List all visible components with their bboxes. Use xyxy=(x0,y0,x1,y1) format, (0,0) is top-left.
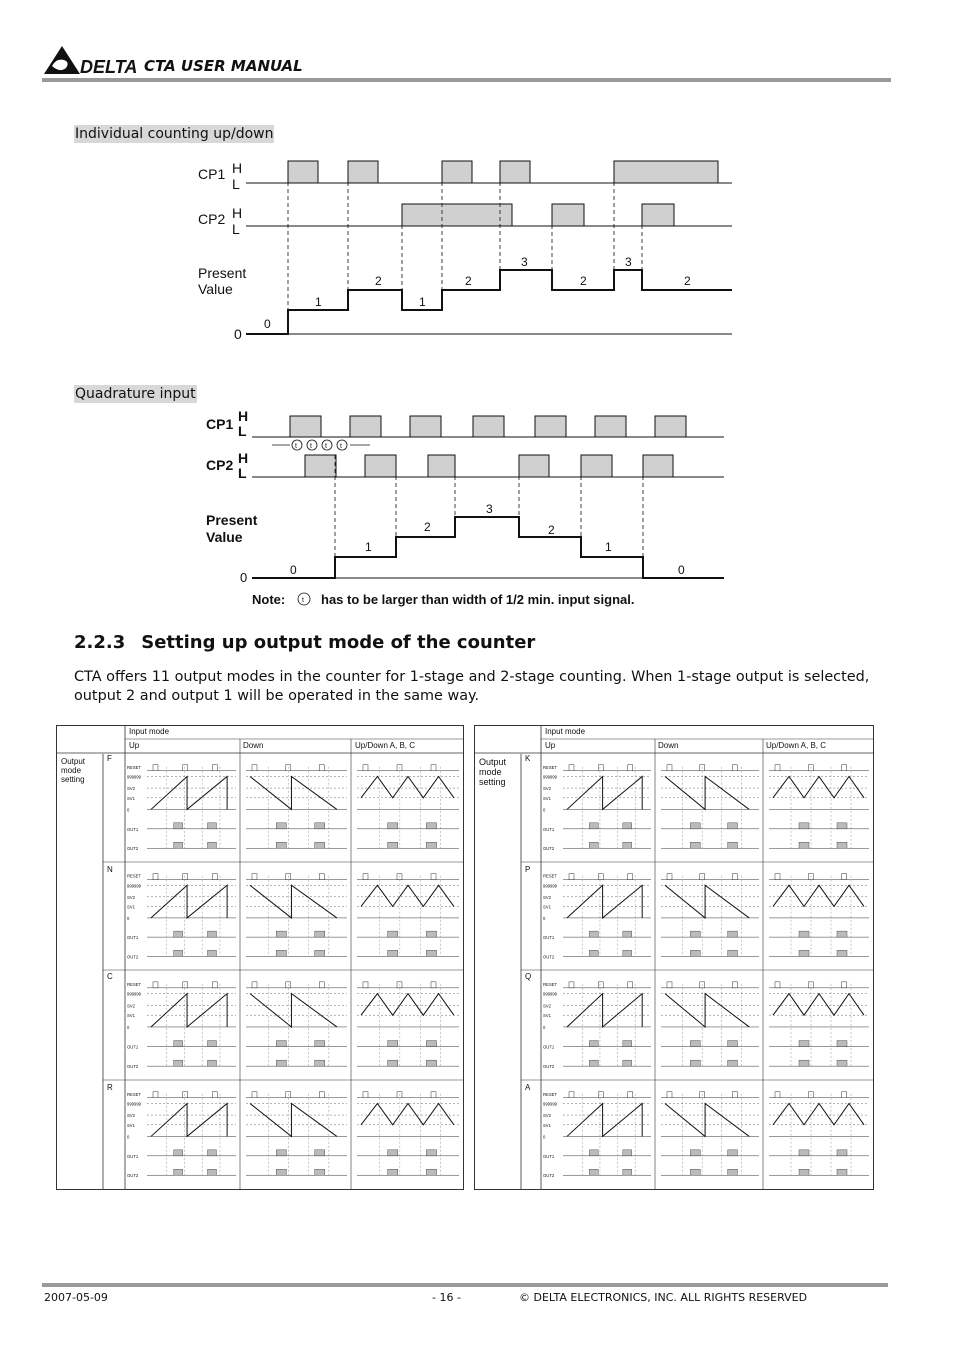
svg-text:L: L xyxy=(232,221,240,237)
individual-counting-diagram xyxy=(190,150,750,350)
mini-axis-label: OUT2 xyxy=(543,1064,555,1070)
svg-text:2: 2 xyxy=(548,523,555,537)
mini-axis-label: 999999 xyxy=(127,883,141,889)
header-rule xyxy=(42,78,891,82)
svg-text:Value: Value xyxy=(198,281,233,297)
svg-text:t: t xyxy=(310,443,312,450)
mini-timing-diagram xyxy=(246,982,347,1066)
mini-axis-label: OUT1 xyxy=(127,1044,139,1050)
svg-text:has to be larger than width of: has to be larger than width of 1/2 min. input signal. xyxy=(321,592,635,607)
mini-axis-label: RESET xyxy=(127,1091,141,1097)
mini-axis-label: SV2 xyxy=(127,1113,135,1119)
svg-text:2: 2 xyxy=(375,274,382,288)
section-body: CTA offers 11 output modes in the counter for 1-stage and 2-stage counting. When 1-stage output is selected, output 2 and output 1 will be operated in the same way. xyxy=(74,669,870,704)
svg-text:L: L xyxy=(238,465,247,481)
mini-axis-label: 0 xyxy=(127,807,130,813)
svg-text:t: t xyxy=(295,443,297,450)
svg-text:t: t xyxy=(302,597,304,604)
mode-q: Q xyxy=(525,972,532,981)
footer-page-number: - 16 - xyxy=(432,1291,461,1304)
mini-axis-label: SV2 xyxy=(543,786,551,792)
mini-timing-diagram xyxy=(246,765,347,848)
mode-a: A xyxy=(525,1083,531,1092)
mode-f: F xyxy=(107,754,112,763)
svg-text:L: L xyxy=(238,423,247,439)
svg-text:1: 1 xyxy=(365,540,372,554)
svg-text:2: 2 xyxy=(580,274,587,288)
svg-text:Note:: Note: xyxy=(252,592,286,607)
svg-text:1: 1 xyxy=(315,295,322,309)
mini-timing-diagram xyxy=(357,982,459,1066)
svg-text:1: 1 xyxy=(605,540,612,554)
mini-axis-label: OUT1 xyxy=(543,1153,555,1159)
footer-copyright: © DELTA ELECTRONICS, INC. ALL RIGHTS RESERVED xyxy=(519,1291,808,1304)
svg-text:2: 2 xyxy=(465,274,472,288)
svg-text:0: 0 xyxy=(234,326,242,342)
mini-axis-label: SV2 xyxy=(543,1113,551,1119)
svg-text:0: 0 xyxy=(678,563,685,577)
svg-text:0: 0 xyxy=(264,317,271,331)
svg-text:2: 2 xyxy=(684,274,691,288)
mini-axis-label: OUT1 xyxy=(127,826,139,832)
svg-text:Present: Present xyxy=(198,265,247,281)
mini-axis-label: SV1 xyxy=(543,1013,551,1019)
delta-logo xyxy=(42,44,147,76)
table-right-row-header: Output mode setting xyxy=(479,757,507,787)
svg-text:CP1: CP1 xyxy=(206,416,234,432)
svg-text:H: H xyxy=(238,450,249,466)
mini-timing-diagram xyxy=(127,1092,236,1178)
mini-axis-label: OUT1 xyxy=(127,1153,139,1159)
mini-timing-diagram xyxy=(246,1092,347,1175)
svg-text:CP2: CP2 xyxy=(206,457,234,473)
mini-axis-label: 0 xyxy=(127,1134,130,1140)
mode-k: K xyxy=(525,754,531,763)
mini-axis-label: RESET xyxy=(543,981,557,987)
svg-text:3: 3 xyxy=(625,255,632,269)
mini-axis-label: 999999 xyxy=(127,774,141,780)
mini-timing-diagram xyxy=(543,874,651,960)
svg-text:1: 1 xyxy=(419,295,426,309)
svg-text:H: H xyxy=(232,160,243,176)
mini-axis-label: RESET xyxy=(543,764,557,770)
mini-axis-label: SV1 xyxy=(127,1122,135,1128)
output-mode-table-left xyxy=(56,725,464,1190)
mini-timing-diagram xyxy=(357,1092,459,1175)
mini-timing-diagram xyxy=(769,765,869,848)
mini-axis-label: OUT1 xyxy=(543,935,555,941)
table-right-input-mode: Input mode xyxy=(545,727,586,736)
brand-text: DELTA xyxy=(80,57,138,76)
mini-timing-diagram xyxy=(543,765,651,851)
footer-rule xyxy=(42,1283,888,1287)
svg-text:0: 0 xyxy=(240,570,248,585)
svg-text:CP1: CP1 xyxy=(198,166,226,182)
mini-timing-diagram xyxy=(769,982,869,1066)
mini-axis-label: SV1 xyxy=(543,795,551,801)
mini-axis-label: OUT2 xyxy=(127,954,139,960)
header-title: CTA USER MANUAL xyxy=(144,57,303,75)
mini-axis-label: 0 xyxy=(127,1024,130,1030)
table-left-col-up: Up xyxy=(129,741,140,750)
mini-axis-label: RESET xyxy=(127,764,141,770)
mini-axis-label: RESET xyxy=(127,981,141,987)
mini-axis-label: OUT1 xyxy=(543,826,555,832)
mini-timing-diagram xyxy=(246,874,347,957)
mini-axis-label: 0 xyxy=(543,915,546,921)
mini-axis-label: SV1 xyxy=(127,795,135,801)
svg-text:2: 2 xyxy=(424,520,431,534)
svg-text:Present: Present xyxy=(206,512,258,528)
quadrature-input-label: Quadrature input xyxy=(75,386,196,402)
svg-text:L: L xyxy=(232,176,240,192)
mode-p: P xyxy=(525,865,531,874)
mini-axis-label: RESET xyxy=(543,873,557,879)
footer-date: 2007-05-09 xyxy=(44,1291,108,1304)
svg-text:0: 0 xyxy=(290,563,297,577)
table-left-row-header: Output mode setting xyxy=(61,757,86,784)
mini-axis-label: SV2 xyxy=(127,786,135,792)
mini-axis-label: 999999 xyxy=(127,991,141,997)
mini-axis-label: OUT2 xyxy=(127,1173,139,1179)
section-title: Setting up output mode of the counter xyxy=(141,632,536,653)
mini-axis-label: RESET xyxy=(543,1091,557,1097)
mini-timing-diagram xyxy=(661,874,759,957)
mini-axis-label: 999999 xyxy=(543,774,557,780)
mode-c: C xyxy=(107,972,113,981)
mini-timing-diagram xyxy=(127,982,236,1069)
mini-axis-label: SV1 xyxy=(127,904,135,910)
mini-timing-diagram xyxy=(661,765,759,848)
mini-timing-diagram xyxy=(127,874,236,960)
mini-axis-label: 999999 xyxy=(543,883,557,889)
mini-axis-label: OUT2 xyxy=(543,846,555,852)
mode-r: R xyxy=(107,1083,113,1092)
mini-axis-label: OUT2 xyxy=(543,1173,555,1179)
mini-timing-diagram xyxy=(357,765,459,848)
mini-axis-label: SV2 xyxy=(127,1003,135,1009)
svg-text:H: H xyxy=(238,408,249,424)
individual-counting-label: Individual counting up/down xyxy=(75,126,274,142)
mode-n: N xyxy=(107,865,113,874)
mini-timing-diagram xyxy=(661,1092,759,1175)
mini-timing-diagram xyxy=(357,874,459,957)
svg-text:3: 3 xyxy=(486,502,493,516)
mini-axis-label: 999999 xyxy=(127,1101,141,1107)
mini-axis-label: SV2 xyxy=(543,894,551,900)
table-left-input-mode: Input mode xyxy=(129,727,170,736)
mini-axis-label: SV2 xyxy=(543,1003,551,1009)
svg-text:Value: Value xyxy=(206,529,243,545)
mini-timing-diagram xyxy=(769,874,869,957)
table-left-col-updown: Up/Down A, B, C xyxy=(355,741,416,750)
mini-axis-label: 0 xyxy=(543,807,546,813)
mini-timing-diagram xyxy=(661,982,759,1066)
mini-axis-label: 999999 xyxy=(543,991,557,997)
mini-axis-label: OUT1 xyxy=(543,1044,555,1050)
mini-axis-label: OUT2 xyxy=(543,954,555,960)
section-number: 2.2.3 xyxy=(74,632,126,653)
output-mode-table-right xyxy=(474,725,874,1190)
mini-axis-label: SV1 xyxy=(127,1013,135,1019)
table-left-col-down: Down xyxy=(243,741,264,750)
mini-axis-label: SV1 xyxy=(543,904,551,910)
mini-axis-label: 999999 xyxy=(543,1101,557,1107)
mini-timing-diagram xyxy=(543,1092,651,1178)
svg-text:t: t xyxy=(325,443,327,450)
svg-text:t: t xyxy=(340,443,342,450)
mini-axis-label: RESET xyxy=(127,873,141,879)
table-right-col-updown: Up/Down A, B, C xyxy=(766,741,827,750)
mini-axis-label: SV2 xyxy=(127,894,135,900)
table-right-col-up: Up xyxy=(545,741,556,750)
table-right-col-down: Down xyxy=(658,741,679,750)
mini-axis-label: OUT2 xyxy=(127,846,139,852)
mini-axis-label: OUT1 xyxy=(127,935,139,941)
quadrature-input-diagram xyxy=(200,405,730,615)
mini-axis-label: 0 xyxy=(127,915,130,921)
svg-text:CP2: CP2 xyxy=(198,211,226,227)
svg-text:H: H xyxy=(232,205,243,221)
mini-axis-label: SV1 xyxy=(543,1122,551,1128)
svg-text:3: 3 xyxy=(521,255,528,269)
mini-timing-diagram xyxy=(769,1092,869,1175)
mini-axis-label: OUT2 xyxy=(127,1064,139,1070)
mini-timing-diagram xyxy=(543,982,651,1069)
mini-axis-label: 0 xyxy=(543,1024,546,1030)
mini-timing-diagram xyxy=(127,765,236,851)
section-heading xyxy=(74,632,535,653)
mini-axis-label: 0 xyxy=(543,1134,546,1140)
